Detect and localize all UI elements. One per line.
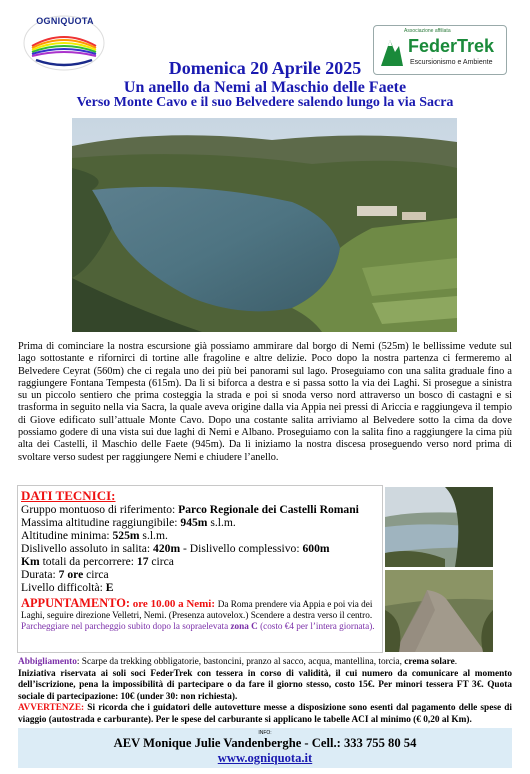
tech-level-row: Livello difficoltà: E [21, 581, 114, 594]
intro-description: Prima di cominciare la nostra escursione già possiamo ammirare dal borgo di Nemi (525m) le bellissime vedute sul lago sottostante e rifornirci di tortine alle fragoline e altre delizie. Poco dopo la nostra partenza ci fermeremo al Belvedere Ceyrat (560m) che ci regala uno dei più bei panorami sul lago. Proseguiamo con una salita graduale fino a raggiungere Fontana Tempesta (615m). Da lì si biforca a destra e si passa sotto la via dei Laghi. Si prosegue a sinistra su un piccolo sentiero che prima costeggia la strada e poi si snoda verso nord attraverso un bosco di castagni e si trasforma in seguito nella via Sacra, la quale aveva origine dalla via Appia nei pressi di Ariccia e raggiungeva il tempio di Giove edificato sull’attuale Monte Cavo. Dopo una costante salita arriviamo al Belvedere sotto la cima da dove possiamo godere di una vista sui due laghi di Nemi e Albano. Proseguiamo con la salita fino a raggiungere la cima più alta dei Castelli, il Maschio delle Faete (945m). Da lì iniziamo la nostra discesa proseguendo verso nord prima di svoltare verso sudest per raggiungere Nemi e chiudere l’anello. [18, 341, 512, 463]
lake-nemi-photo [72, 118, 457, 332]
federtrek-association: Associazione affiliata [404, 28, 451, 34]
trail-photo [385, 570, 493, 652]
event-title: Un anello da Nemi al Maschio delle Faete [123, 79, 407, 96]
tech-climb-row: Dislivello assoluto in salita: 420m - Dislivello complessivo: 600m [21, 542, 330, 555]
parking-info: Parcheggiare nel parcheggio subito dopo la sopraelevata zona C (costo €4 per l’intera giornata). [21, 621, 375, 631]
lake-view-photo [385, 487, 493, 567]
appointment-label: APPUNTAMENTO: [21, 596, 130, 610]
appointment-directions: Da Roma prendere via Appia e poi via dei Laghi, seguire direzione Velletri, Nemi. (Presenza autovelox.) Scendere a destra verso il centro. [21, 599, 373, 620]
federtrek-subtitle: Escursionismo e Ambiente [410, 59, 493, 66]
event-subtitle: Verso Monte Cavo e il suo Belvedere salendo lungo la via Sacra [76, 95, 454, 110]
tech-title: DATI TECNICI: [21, 488, 116, 503]
tech-km-row: Km totali da percorrere: 17 circa [21, 555, 174, 568]
clothing-note: Abbigliamento: Scarpe da trekking obbligatorie, bastoncini, pranzo al sacco, acqua, mantellina, torcia, crema solare. [18, 657, 458, 667]
tech-min-altitude-row: Altitudine minima: 525m s.l.m. [21, 529, 168, 542]
contact-line: AEV Monique Julie Vandenberghe - Cell.: 333 755 80 54 [113, 736, 417, 750]
event-date: Domenica 20 Aprile 2025 [168, 58, 362, 78]
bottom-notes [18, 657, 512, 726]
info-label: INFO: [258, 730, 272, 736]
membership-note: Iniziativa riservata ai soli soci FederTrek con tessera in corso di validità, il cui numero da comunicare al momento dell’iscrizione, pena la impossibilità di partecipare o da fare il giorno stesso, costo 15€. Per minori tessera FT 3€. Quota sociale di partecipazione: 10€ (under 30: non richiesta). [18, 668, 512, 702]
warnings-note: AVVERTENZE: Si ricorda che i guidatori delle autovetture messe a disposizione sono esenti dal pagamento delle spese di viaggio (autostrada e carburante). Per le spese del carburante si applicano le tabelle ACI al minimo (€ 0,20 al Km). [18, 703, 512, 725]
appointment-info [21, 598, 379, 632]
ogniquota-logo-text: OGNIQUOTA [36, 16, 94, 26]
tech-group-row: Gruppo montuoso di riferimento: Parco Regionale dei Castelli Romani [21, 503, 359, 516]
info-footer [18, 728, 512, 768]
website-link[interactable]: www.ogniquota.it [217, 751, 313, 765]
appointment-time: ore 10.00 a Nemi: [130, 598, 218, 610]
tech-duration-row: Durata: 7 ore circa [21, 568, 109, 581]
federtrek-name: FederTrek [408, 36, 495, 56]
tech-max-altitude-row: Massima altitudine raggiungibile: 945m s.l.m. [21, 516, 236, 529]
technical-data-box [17, 485, 383, 653]
